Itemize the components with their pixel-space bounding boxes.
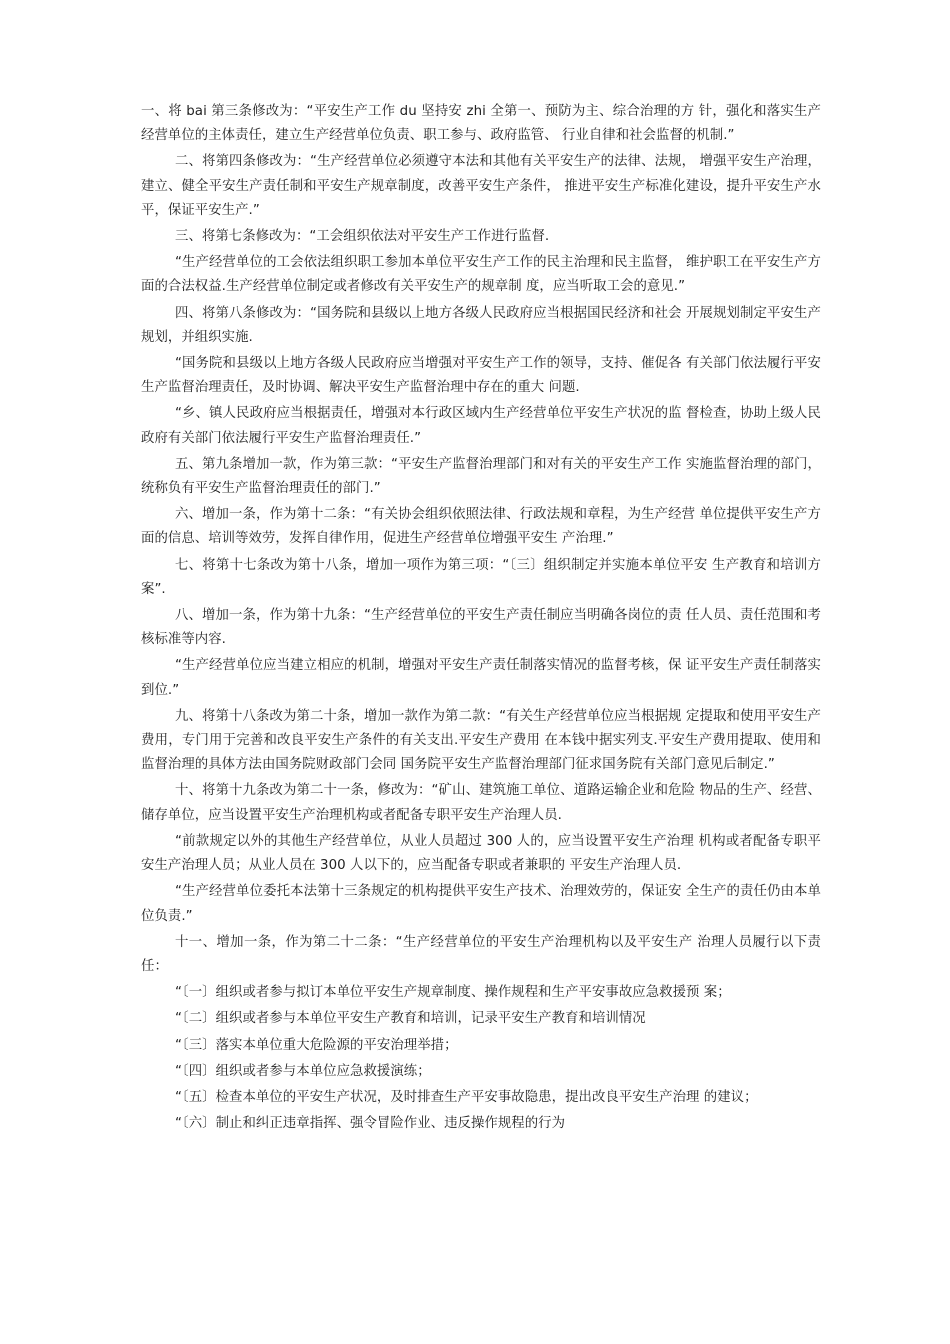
paragraph-18: “〔一〕组织或者参与拟订本单位平安生产规章制度、操作规程和生产平安事故应急救援预 案； [175,985,731,1001]
paragraph-23: “〔六〕制止和纠正违章指挥、强令冒险作业、违反操作规程的行为 [175,1116,566,1132]
paragraph-11: 八、增加一条，作为第十九条：“生产经营单位的平安生产责任制应当明确各岗位的责 任人员、责任范围和考核标准等内容. [141,608,821,648]
paragraph-8: 五、第九条增加一款，作为第三款：“平安生产监督治理部门和对有关的平安生产工作 实施监督治理的部门，统称负有平安生产监督治理责任的部门.” [141,456,821,497]
paragraph-3: 三、将第七条修改为：“工会组织依法对平安生产工作进行监督. [175,229,550,245]
paragraph-13: 九、将第十八条改为第二十条，增加一款作为第二款：“有关生产经营单位应当根据规 定提取和使用平安生产费用，专门用于完善和改良平安生产条件的有关支出.平安生产费用 在本钱中据实列支.平安生产费用提取、使用和监督治理的具体方法由国务院财政部门会同 国务院平安生产监督治理部门征求国务院有关部门意见后制定.” [141,708,821,773]
paragraph-20: “〔三〕落实本单位重大危险源的平安治理举措； [175,1037,458,1053]
paragraph-21: “〔四〕组织或者参与本单位应急救援演练； [175,1063,431,1079]
paragraph-19: “〔二〕组织或者参与本单位平安生产教育和培训，记录平安生产教育和培训情况 [175,1011,646,1027]
paragraph-7: “乡、镇人民政府应当根据责任，增强对本行政区域内生产经营单位平安生产状况的监 督检查，协助上级人民政府有关部门依法履行平安生产监督治理责任.” [141,406,821,446]
paragraph-15: “前款规定以外的其他生产经营单位，从业人员超过 300 人的，应当设置平安生产治理 机构或者配备专职平安生产治理人员；从业人员在 300 人以下的，应当配备专职或者兼职的 平安生产治理人员. [141,833,821,874]
paragraph-5: 四、将第八条修改为：“国务院和县级以上地方各级人民政府应当根据国民经济和社会 开展规划制定平安生产规划，并组织实施. [141,305,821,345]
paragraph-12: “生产经营单位应当建立相应的机制，增强对平安生产责任制落实情况的监督考核，保 证平安生产责任制落实到位.” [141,658,821,698]
paragraph-22: “〔五〕检查本单位的平安生产状况，及时排查生产平安事故隐患，提出改良平安生产治理 的建议； [175,1089,758,1105]
paragraph-1: 一、将 bai 第三条修改为：“平安生产工作 du 坚持安 zhi 全第一、预防为主、综合治理的方 针，强化和落实生产经营单位的主体责任，建立生产经营单位负责、职工参与、政府监管、 行业自律和社会监督的机制.” [141,104,821,144]
paragraph-2: 二、将第四条修改为：“生产经营单位必须遵守本法和其他有关平安生产的法律、法规， 增强平安生产治理，建立、健全平安生产责任制和平安生产规章制度，改善平安生产条件， 推进平安生产标准化建设，提升平安生产水平，保证平安生产.” [141,154,821,218]
paragraph-4: “生产经营单位的工会依法组织职工参加本单位平安生产工作的民主治理和民主监督， 维护职工在平安生产方面的合法权益.生产经营单位制定或者修改有关平安生产的规章制 度，应当听取工会的意见.” [141,255,821,295]
paragraph-6: “国务院和县级以上地方各级人民政府应当增强对平安生产工作的领导，支持、催促各 有关部门依法履行平安生产监督治理责任，及时协调、解决平安生产监督治理中存在的重大 问题. [141,356,821,396]
paragraph-14: 十、将第十九条改为第二十一条，修改为：“矿山、建筑施工单位、道路运输企业和危险 物品的生产、经营、储存单位，应当设置平安生产治理机构或者配备专职平安生产治理人员. [141,783,821,823]
paragraph-16: “生产经营单位委托本法第十三条规定的机构提供平安生产技术、治理效劳的，保证安 全生产的责任仍由本单位负责.” [141,884,821,924]
paragraph-17: 十一、增加一条，作为第二十二条：“生产经营单位的平安生产治理机构以及平安生产 治理人员履行以下责任： [141,934,821,974]
paragraph-10: 七、将第十七条改为第十八条，增加一项作为第三项：“〔三〕组织制定并实施本单位平安 生产教育和培训方案”. [141,557,821,597]
document-body [141,100,821,1138]
paragraph-9: 六、增加一条，作为第十二条：“有关协会组织依照法律、行政法规和章程，为生产经营 单位提供平安生产方面的信息、培训等效劳，发挥自律作用，促进生产经营单位增强平安生 产治理.” [141,507,821,547]
